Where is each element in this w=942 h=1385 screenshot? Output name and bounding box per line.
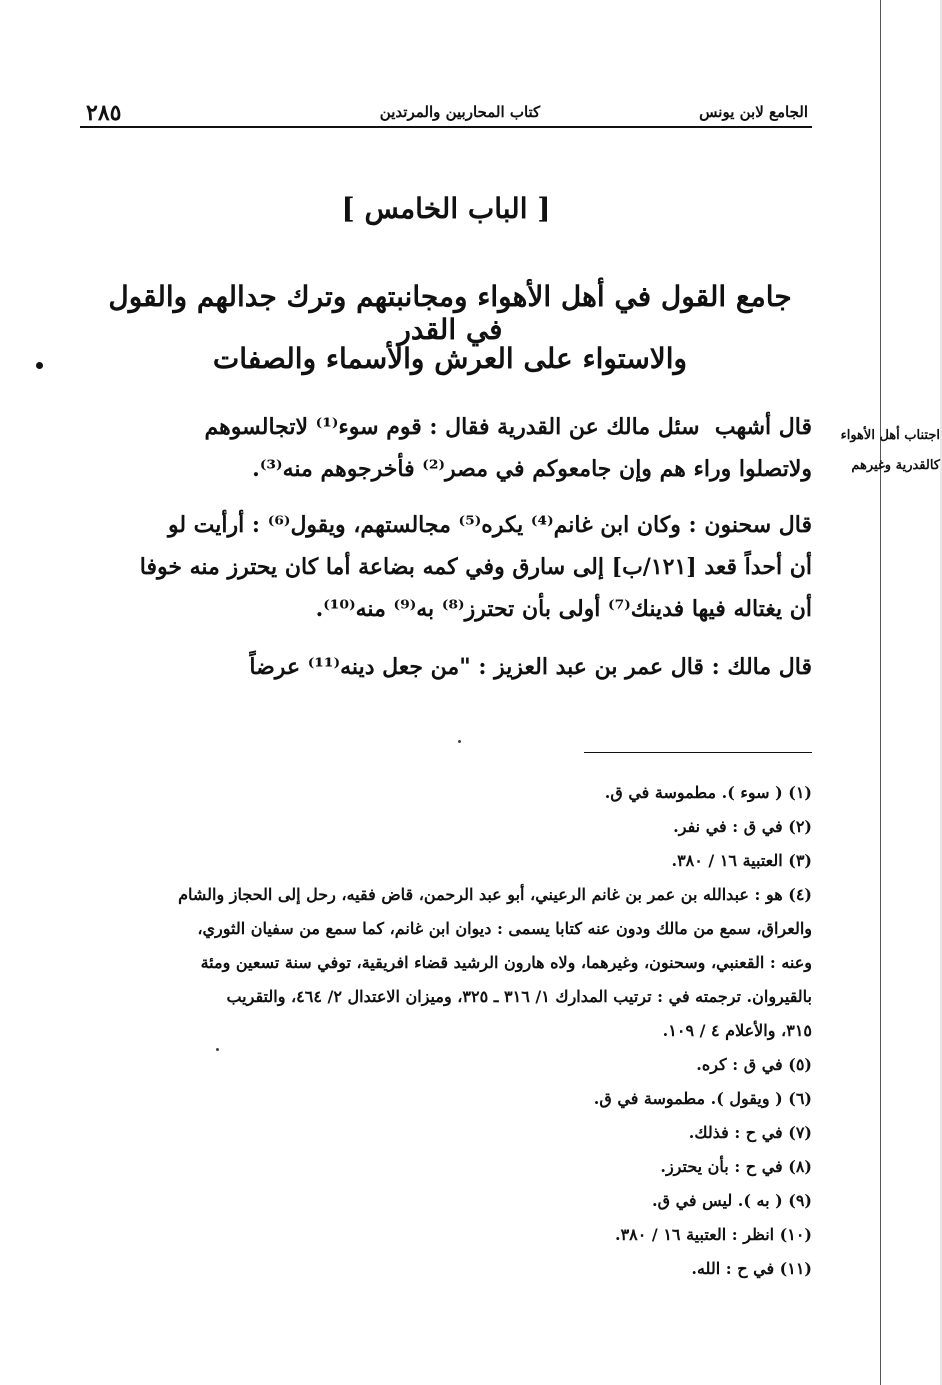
scan-speck xyxy=(216,1048,219,1051)
text-segment: وكان ابن غانم⁽⁴⁾ يكره⁽⁵⁾ مجالستهم، ويقول⁽⁶⁾ : أرأيت لو xyxy=(167,512,681,538)
footnote: (٢) في ق : في نفر. xyxy=(673,817,812,836)
speaker: قال سحنون : xyxy=(688,512,812,538)
footnote: (٦) ( ويقول ). مطموسة في ق. xyxy=(593,1089,812,1108)
book-title: كتاب المحاربين والمرتدين xyxy=(379,103,541,121)
paragraph-2-line-3: أن يغتاله فيها فدينك⁽⁷⁾ أولى بأن تحترز⁽⁸⁾ به⁽⁹⁾ منه⁽¹⁰⁾. xyxy=(315,596,812,622)
paragraph-1-line-1 xyxy=(84,406,812,448)
speaker: قال أشهب xyxy=(714,414,812,440)
work-title: الجامع لابن يونس xyxy=(699,103,808,121)
margin-note-line-1: اجتناب أهل الأهواء xyxy=(840,428,940,443)
footnote: (١) ( سوء ). مطموسة في ق. xyxy=(604,783,812,802)
footnote-continuation: وعنه : القعنبي، وسحنون، وغيرهما، ولاه هارون الرشيد قضاء افريقية، توفي سنة تسعين ومئة xyxy=(200,953,812,972)
header-rule xyxy=(80,126,812,128)
speaker: قال مالك : xyxy=(711,654,812,680)
footnote: (٩) ( به ). ليس في ق. xyxy=(652,1191,812,1210)
footnote-continuation: والعراق، سمع من مالك ودون عنه كتابا يسمى : ديوان ابن غانم، كما سمع من سفيان الثوري، xyxy=(197,919,812,938)
paragraph-2-line-1 xyxy=(84,504,812,546)
footnote-continuation: بالقيروان. ترجمته في : ترتيب المدارك ١/ ٣١٦ ـ ٣٢٥، وميزان الاعتدال ٢/ ٤٦٤، والتقريب xyxy=(226,987,812,1006)
footnote: (٧) في ح : فذلك. xyxy=(688,1123,812,1142)
paragraph-3-line-1 xyxy=(84,646,812,688)
margin-note-line-2: كالقدرية وغيرهم xyxy=(851,458,940,473)
paragraph-2 xyxy=(84,504,812,630)
text-segment: سئل مالك عن القدرية فقال : قوم سوء⁽¹⁾ لاتجالسوهم xyxy=(204,414,700,440)
page-number: ٢٨٥ xyxy=(86,100,122,126)
scan-speck xyxy=(458,740,461,743)
footnote: (١١) في ح : الله. xyxy=(691,1259,812,1278)
paragraph-3 xyxy=(84,646,812,688)
paragraph-1-line-2: ولاتصلوا وراء هم وإن جامعوكم في مصر⁽²⁾ فأخرجوهم منه⁽³⁾. xyxy=(252,456,812,482)
chapter-title: [ الباب الخامس ] xyxy=(341,192,551,225)
running-header xyxy=(80,100,812,126)
footnotes xyxy=(88,776,812,1286)
footnote-separator xyxy=(584,752,812,753)
section-title-line-2: والاستواء على العرش والأسماء والصفات xyxy=(212,342,688,375)
footnote-continuation: ٣١٥، والأعلام ٤ / ١٠٩. xyxy=(662,1021,812,1040)
paragraph-1 xyxy=(84,406,812,490)
margin-dot xyxy=(36,362,43,369)
footnote: (٤) هو : عبدالله بن عمر بن غانم الرعيني، أبو عبد الرحمن، قاض فقيه، رحل إلى الحجاز والشام xyxy=(178,885,812,904)
text-segment: قال عمر بن عبد العزيز : "من جعل دينه⁽¹¹⁾ عرضاً xyxy=(249,654,704,680)
footnote: (٨) في ح : بأن يحترز. xyxy=(660,1157,812,1176)
footnote: (٣) العتبية ١٦ / ٣٨٠. xyxy=(671,851,812,870)
paragraph-2-line-2: أن أحداً قعد [١٢١/ب] إلى سارق وفي كمه بضاعة أما كان يحترز منه خوفا xyxy=(139,554,812,580)
margin-rule xyxy=(880,0,881,1385)
section-title-line-1: جامع القول في أهل الأهواء ومجانبتهم وترك جدالهم والقول في القدر xyxy=(108,280,792,346)
footnote: (٥) في ق : كره. xyxy=(696,1055,812,1074)
footnote: (١٠) انظر : العتبية ١٦ / ٣٨٠. xyxy=(614,1225,812,1244)
